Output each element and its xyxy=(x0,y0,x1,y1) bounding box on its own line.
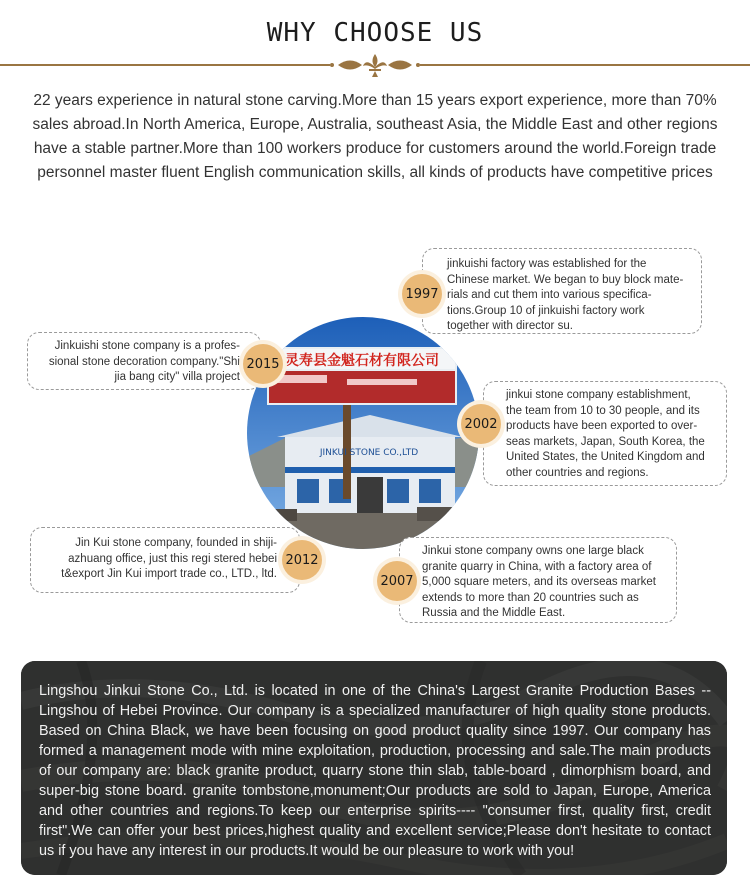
timeline-line: 5,000 square meters, and its overseas market xyxy=(422,576,656,589)
page-title: WHY CHOOSE US xyxy=(266,18,484,48)
factory-photo xyxy=(247,317,479,549)
timeline-line: Jinkuishi stone company is a profes- xyxy=(54,340,240,352)
timeline-line: extends to more than 20 countries such as xyxy=(422,591,639,604)
timeline-line: jinkuishi factory was established for the xyxy=(447,258,647,270)
timeline-line: Jinkui stone company owns one large black xyxy=(422,545,644,557)
timeline-line: azhuang office, just this regi stered hebei xyxy=(68,552,277,565)
timeline-line: t&export Jin Kui import trade co., LTD., ltd. xyxy=(61,568,277,581)
timeline-line: jia bang city" villa project xyxy=(114,371,240,384)
timeline-line: granite quarry in China, with a factory area of xyxy=(422,560,652,573)
building-text: JINKUI STONE CO.,LTD xyxy=(319,448,419,458)
timeline-box-2015 xyxy=(27,332,261,390)
year-badge-2015: 2015 xyxy=(243,344,283,384)
year-badge-1997: 1997 xyxy=(402,274,442,314)
year-badge-2012: 2012 xyxy=(282,540,322,580)
company-description: Lingshou Jinkui Stone Co., Ltd. is located in one of the China's Largest Granite Production Bases -- Lingshou of Hebei Province. Our company is a specialized manufacturer of high quality stone products. Based on China Black, we have been focusing on good product quality since 1997. Our company has formed a management mode with mine exploitation, production, processing and sale.The main products of our company are: black granite product, quarry stone thin slab, table-board , dimorphism board, and super-big stone board. granite tombstone,monument;Our products are sold to Japan, Europe, America and other countries and regions.To keep our enterprise spirits---- "consumer first, quality first, credit first".We can offer your best prices,highest quality and excellent service;Please don't hesitate to contact us if you have any interest in our products.It would be our pleasure to work with you! xyxy=(39,683,711,859)
timeline-line: Chinese market. We began to buy block mate- xyxy=(447,273,684,286)
timeline-box-2012 xyxy=(30,527,300,593)
timeline-line: rials and cut them into various specifica- xyxy=(447,289,652,302)
timeline-line: sional stone decoration company."Shi xyxy=(48,355,240,368)
sign-text: 灵寿县金魁石材有限公司 xyxy=(285,353,439,369)
intro-paragraph: 22 years experience in natural stone carving.More than 15 years export experience, more than 70% sales abroad.In North America, Europe, Australia, southeast Asia, the Middle East and other regions have a stable partner.More than 100 workers produce for customers around the world.Foreign trade personnel master fluent English communication skills, all kinds of products have competitive prices xyxy=(32,92,718,181)
timeline-line: Russia and the Middle East. xyxy=(422,607,566,620)
company-description-panel xyxy=(21,661,727,875)
timeline-line: together with director su. xyxy=(447,320,573,333)
timeline-line: United States, the United Kingdom and xyxy=(506,451,705,464)
year-badge-2007: 2007 xyxy=(377,561,417,601)
timeline-line: other countries and regions. xyxy=(506,466,649,479)
timeline-box-2002 xyxy=(483,381,727,486)
timeline-line: jinkui stone company establishment, xyxy=(506,389,691,401)
timeline-line: tions.Group 10 of jinkuishi factory work xyxy=(447,304,645,317)
fleur-de-lis-ornament-icon xyxy=(330,52,420,78)
year-badge-2002: 2002 xyxy=(461,404,501,444)
timeline-line: seas markets, Japan, South Korea, the xyxy=(506,435,705,448)
timeline-line: the team from 10 to 30 people, and its xyxy=(506,404,700,417)
timeline-box-2007 xyxy=(399,537,677,623)
timeline-line: products have been exported to over- xyxy=(506,420,698,433)
timeline-line: Jin Kui stone company, founded in shiji- xyxy=(75,537,277,549)
timeline-box-1997 xyxy=(422,248,702,334)
